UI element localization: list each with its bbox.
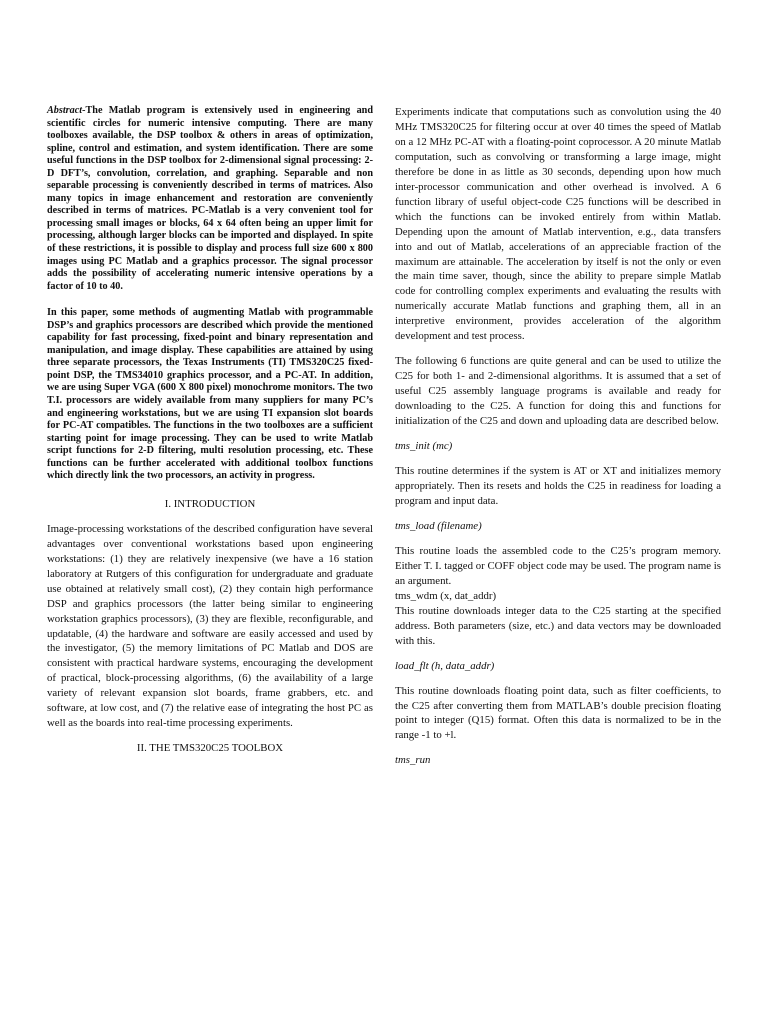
function-name-tms-wdm: tms_wdm (x, dat_addr) — [395, 589, 497, 602]
function-desc-tms-init: This routine determines if the system is AT or XT and initializes memory appropriately. Then its resets and holds the C25 in readiness for loading a program and input data. — [395, 465, 721, 507]
abstract-label: Abstract- — [47, 105, 86, 116]
function-desc-tms-wdm: This routine downloads integer data to the C25 starting at the specified address. Both parameters (size, etc.) and data vectors may be downloaded with this. — [395, 604, 721, 647]
left-column — [47, 105, 373, 756]
function-name-tms-load: tms_load (filename) — [395, 519, 482, 532]
introduction-paragraph: Image-processing workstations of the described configuration have several advantages over conventional workstations based upon engineering workstations: (1) they are relatively inexpensive (we have a 16 station laboratory at Rutgers of this configuration for undergraduate and graduate use obtained at relatively small cost), (2) they contain high performance DSP and graphics processors (the latter being similar to engineering workstation graphics processors), (3) they are flexible, reconfigurable, and updatable, (4) the hardware and software are easily accessed and used by the investigator, (5) the memory limitations of PC Matlab and DOS are consistent with practical hardware systems, encouraging the development of practical, block-processing algorithms, (6) the availability of a large variety of relevant expansion slot boards, frame grabbers, etc. and software, at low cost, and (7) the relative ease of integrating the host PC as well as the boards into real-time processing experiments. — [47, 522, 373, 730]
function-name-tms-run: tms_run — [395, 754, 431, 767]
right-paragraph-1: Experiments indicate that computations such as convolution using the 40 MHz TMS320C25 for filtering occur at over 40 times the speed of Matlab on a 12 MHz PC-AT with a floating-point coprocessor. A 20 minute Matlab computation, such as convolving or transforming a large image, might therefore be done in as little as 30 seconds, depending upon how much inter-processor communication and other overhead is involved. A 6 function library of useful object-code C25 functions will be described in which the functions can be invoked entirely from within Matlab. Depending upon the amount of Matlab intervention, e.g., data transfers into and out of Matlab, accelerations of an appreciable fraction of the maximum are attainable. The acceleration by itself is not the only or even the main time saver, though, since the ability to prepare simple Matlab code for controlling complex experiments and evaluating the results with numerically accurate Matlab functions and graphing them, all in an interpretive environment, provides acceleration of the algorithm development and test process. — [395, 106, 721, 343]
abstract-paragraph-1 — [47, 105, 373, 293]
section-heading-introduction: I. INTRODUCTION — [164, 497, 256, 510]
function-name-tms-init: tms_init (mc) — [395, 440, 453, 453]
section-heading-toolbox: II. THE TMS320C25 TOOLBOX — [136, 742, 284, 755]
abstract-text-1: The Matlab program is extensively used in engineering and scientific circles for numeric intensive computing. There are many toolboxes available, the DSP toolbox & others in areas of optimization, spline, control and estimation, and system identification. There are some useful functions in the DSP toolbox for 2-dimensional signal processing: 2-D DFT’s, convolution, correlation, and graphing. Separable and non separable processing is conveniently described in terms of matrices. Also many topics in image enhancement and restoration are conveniently described in terms of matrices. PC-Matlab is a very convenient tool for processing small images or blocks, 64 x 64 often being an upper limit for processing, although larger blocks can be imported and displayed. In spite of these restrictions, it is possible to display and process full size 600 x 800 images using PC Matlab and a graphics processor. The signal processor adds the possibility of accelerating numeric intensive operations by a factor of 10 to 40. — [47, 105, 373, 292]
function-desc-load-flt: This routine downloads floating point data, such as filter coefficients, to the C25 after converting them from MATLAB’s double precision floating point to integer (Q15) format. Often this data is normalized to be in the range -1 to +l. — [395, 684, 721, 742]
function-name-load-flt: load_flt (h, data_addr) — [395, 659, 495, 672]
right-column — [395, 105, 721, 768]
function-desc-tms-load: This routine loads the assembled code to the C25’s program memory. Either T. I. tagged or COFF object code may be used. The program name is an argument. — [395, 544, 721, 587]
right-paragraph-2: The following 6 functions are quite general and can be used to utilize the C25 for both 1- and 2-dimensional algorithms. It is assumed that a set of useful C25 assembly language programs is available and ready for downloading to the C25. A function for doing this and functions for initialization of the C25 and down and uploading data are described below. — [395, 355, 721, 428]
abstract-paragraph-2: In this paper, some methods of augmenting Matlab with programmable DSP’s and graphics processors are described which provide the mentioned capability for fast processing, fixed-point and binary representation and manipulation, and image display. These capabilities are attained by using three separate processors, the Texas Instruments (TI) TMS320C25 fixed-point DSP, the TMS34010 graphics processor, and a PC-AT. In addition, we are using Super VGA (600 X 800 pixel) monochrome monitors. The two T.I. processors are widely available from many suppliers for many PC’s and engineering workstations, but we are using TI expansion slot boards for PC-AT compatibles. The functions in the two toolboxes are a sufficient starting point for image processing. They can be used to write Matlab script functions for 2-D filtering, multi resolution processing, etc. These functions can be further accelerated with additional toolbox functions which directly link the two processors, an activity in progress. — [47, 307, 373, 482]
